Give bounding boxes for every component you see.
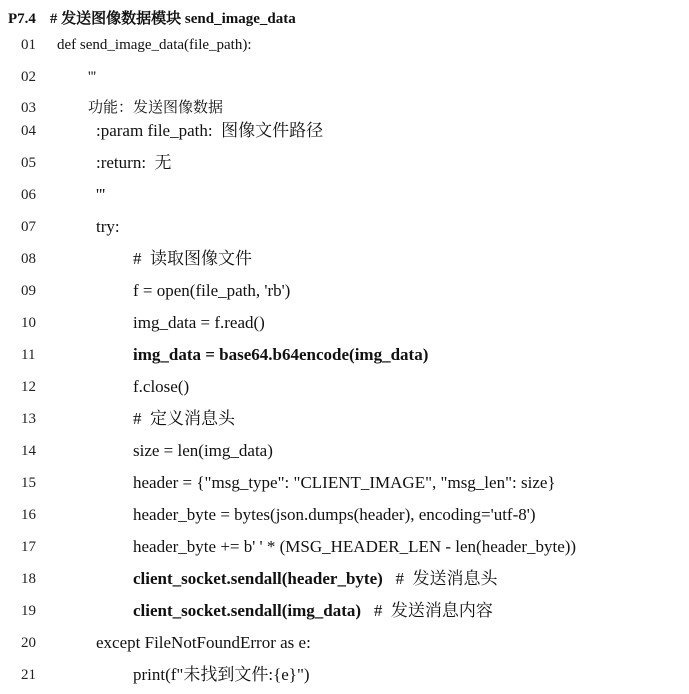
code-segment: img_data = f.read(): [133, 313, 265, 332]
code-segment: except FileNotFoundError as e:: [96, 633, 311, 652]
line-number: 10: [21, 315, 36, 331]
code-text: [133, 308, 265, 338]
code-text: [133, 372, 189, 402]
code-text: [88, 62, 96, 92]
code-line: [0, 212, 689, 242]
line-number: 04: [21, 123, 36, 139]
line-number: 02: [21, 69, 36, 85]
code-segment: # 定义消息头: [133, 409, 235, 428]
code-segment: # 发送消息头: [382, 569, 498, 588]
code-segment: f = open(file_path, 'rb'): [133, 281, 291, 300]
code-line: [0, 116, 689, 146]
code-segment: print(f"未找到文件:{e}"): [133, 665, 310, 684]
code-line: [0, 564, 689, 594]
code-text: [133, 340, 428, 370]
line-number: 15: [21, 475, 36, 491]
code-text: [96, 116, 323, 146]
code-text: [96, 148, 172, 178]
code-line: [0, 404, 689, 434]
listing-title: [8, 7, 296, 28]
code-text: [133, 596, 493, 626]
line-number: 09: [21, 283, 36, 299]
code-line: [0, 596, 689, 626]
line-number: 07: [21, 219, 36, 235]
code-emphasis: client_socket.sendall(header_byte): [133, 569, 383, 588]
code-segment: header = {"msg_type": "CLIENT_IMAGE", "msg_len": size}: [133, 473, 556, 492]
line-number: 12: [21, 379, 36, 395]
code-segment: # 发送消息内容: [361, 601, 493, 620]
code-emphasis: img_data = base64.b64encode(img_data): [133, 345, 429, 364]
code-segment: ''': [96, 185, 106, 204]
code-line: [0, 660, 689, 690]
listing-label: P7.4: [8, 11, 36, 27]
line-number: 11: [21, 347, 36, 363]
code-text: [96, 212, 120, 242]
listing-title-text: # 发送图像数据模块 send_image_data: [49, 11, 296, 27]
code-emphasis: client_socket.sendall(img_data): [133, 601, 362, 620]
code-line: [0, 180, 689, 210]
code-line: [0, 148, 689, 178]
line-number: 06: [21, 187, 36, 203]
code-segment: # 读取图像文件: [133, 249, 252, 268]
code-text: [133, 276, 290, 306]
code-line: [0, 532, 689, 562]
line-number: 08: [21, 251, 36, 267]
code-line: [0, 244, 689, 274]
code-segment: size = len(img_data): [133, 441, 273, 460]
code-segment: 功能：发送图像数据: [88, 100, 224, 116]
code-segment: ''': [88, 69, 97, 85]
line-number: 18: [21, 571, 36, 587]
code-text: [133, 564, 498, 594]
code-segment: header_byte += b' ' * (MSG_HEADER_LEN - len(header_byte)): [133, 537, 577, 556]
code-line: [0, 340, 689, 370]
line-number: 03: [21, 100, 36, 116]
code-text: [57, 30, 252, 60]
line-number: 19: [21, 603, 36, 619]
code-text: [133, 404, 235, 434]
code-line: [0, 62, 689, 92]
line-number: 05: [21, 155, 36, 171]
line-number: 17: [21, 539, 36, 555]
code-text: [133, 660, 310, 690]
code-segment: def send_image_data(file_path):: [57, 37, 252, 53]
code-text: [96, 180, 105, 210]
code-segment: :param file_path: 图像文件路径: [96, 121, 324, 140]
code-line: [0, 372, 689, 402]
line-number: 20: [21, 635, 36, 651]
code-line: [0, 468, 689, 498]
line-number: 01: [21, 37, 36, 53]
code-segment: header_byte = bytes(json.dumps(header), encoding='utf-8'): [133, 505, 536, 524]
code-text: [96, 628, 311, 658]
line-number: 14: [21, 443, 36, 459]
line-number: 16: [21, 507, 36, 523]
code-line: [0, 628, 689, 658]
code-text: [133, 532, 576, 562]
code-text: [133, 244, 252, 274]
code-segment: :return: 无: [96, 153, 172, 172]
code-text: [133, 500, 535, 530]
code-text: [133, 468, 556, 498]
code-line: [0, 308, 689, 338]
line-number: 21: [21, 667, 36, 683]
code-text: [133, 436, 273, 466]
code-line: [0, 436, 689, 466]
code-line: [0, 500, 689, 530]
code-segment: f.close(): [133, 377, 190, 396]
code-line: [0, 30, 689, 60]
code-line: [0, 276, 689, 306]
line-number: 13: [21, 411, 36, 427]
code-segment: try:: [96, 217, 120, 236]
